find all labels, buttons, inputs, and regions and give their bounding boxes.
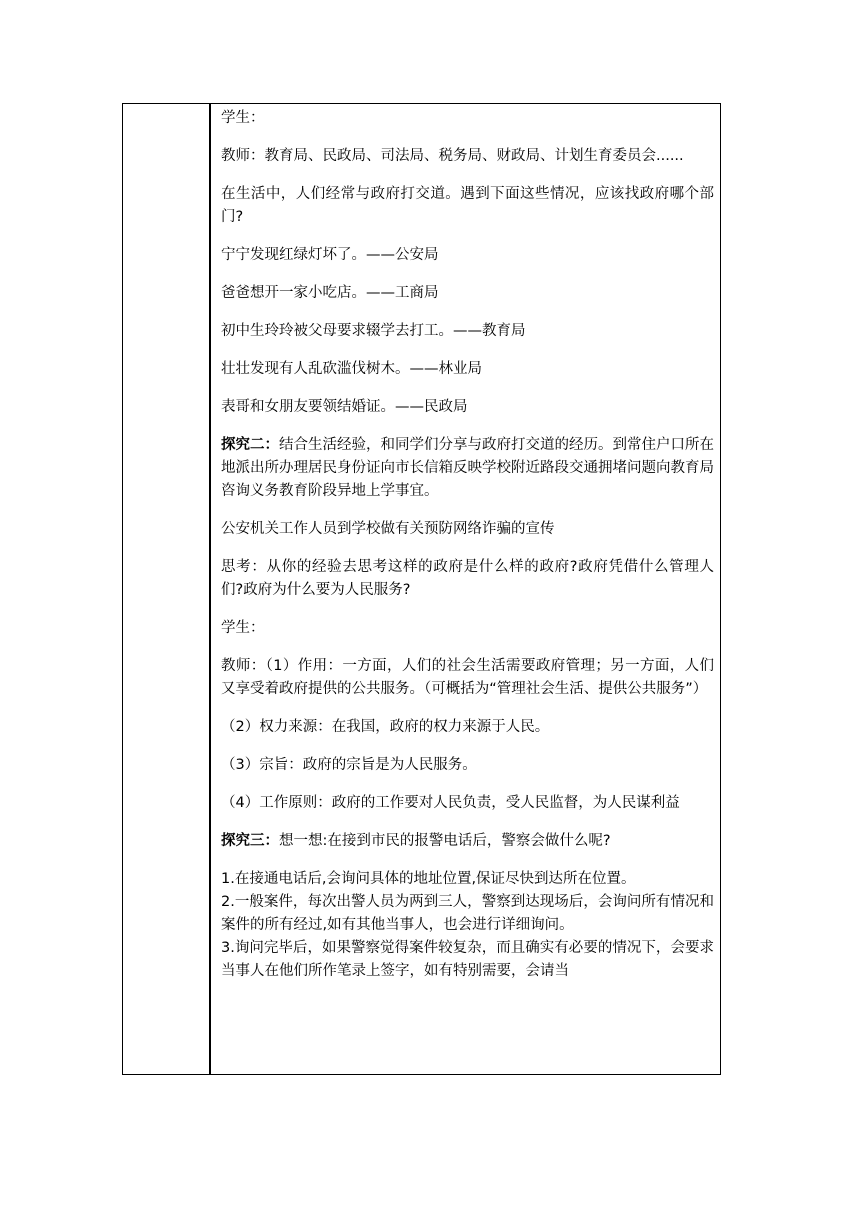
question-which-department: 在生活中，人们经常与政府打交道。遇到下面这些情况，应该找政府哪个部门? xyxy=(221,186,714,225)
teacher-role-answer: 教师：（1）作用：一方面，人们的社会生活需要政府管理；另一方面，人们又享受着政府提供的公共服务。（可概括为“管理社会生活、提供公共服务”） xyxy=(221,658,714,697)
exploration-two-heading: 探究二： xyxy=(221,437,279,453)
table-column-content xyxy=(211,104,720,1074)
power-source: （2）权力来源：在我国，政府的权力来源于人民。 xyxy=(221,719,550,735)
table-column-left xyxy=(123,104,210,1074)
exploration-three-text: 想一想:在接到市民的报警电话后，警察会做什么呢? xyxy=(279,833,611,849)
exploration-three xyxy=(221,830,714,853)
exploration-two-text: 结合生活经验，和同学们分享与政府打交道的经历。到常住户口所在地派出所办理居民身份证向市长信箱反映学校附近路段交通拥堵问题向教育局咨询义务教育阶段异地上学事宜。 xyxy=(221,437,714,499)
case-snack-shop: 爸爸想开一家小吃店。——工商局 xyxy=(221,285,439,301)
student-response-2: 学生： xyxy=(221,620,265,636)
case-dropout: 初中生玲玲被父母要求辍学去打工。——教育局 xyxy=(221,323,526,339)
exploration-two xyxy=(221,434,714,503)
police-step-3: 3.询问完毕后，如果警察觉得案件较复杂，而且确实有必要的情况下，会要求当事人在他们所作笔录上签字，如有特别需要，会请当 xyxy=(221,940,714,979)
lesson-table xyxy=(122,103,721,1075)
think-question: 思考：从你的经验去思考这样的政府是什么样的政府?政府凭借什么管理人们?政府为什么要为人民服务? xyxy=(221,559,714,598)
case-marriage-certificate: 表哥和女朋友要领结婚证。——民政局 xyxy=(221,399,468,415)
working-principle: （4）工作原则：政府的工作要对人民负责，受人民监督，为人民谋利益 xyxy=(221,795,680,811)
police-step-1: 1.在接通电话后,会询问具体的地址位置,保证尽快到达所在位置。 xyxy=(221,871,636,887)
police-step-2: 2.一般案件，每次出警人员为两到三人，警察到达现场后，会询问所有情况和案件的所有经过,如有其他当事人，也会进行详细询问。 xyxy=(221,894,714,933)
teacher-answer-departments: 教师：教育局、民政局、司法局、税务局、财政局、计划生育委员会...... xyxy=(221,148,684,164)
exploration-three-heading: 探究三： xyxy=(221,833,279,849)
student-response-1: 学生： xyxy=(221,110,265,126)
police-publicity: 公安机关工作人员到学校做有关预防网络诈骗的宣传 xyxy=(221,521,555,537)
government-purpose: （3）宗旨：政府的宗旨是为人民服务。 xyxy=(221,757,477,773)
case-traffic-light: 宁宁发现红绿灯坏了。——公安局 xyxy=(221,247,439,263)
case-deforestation: 壮壮发现有人乱砍滥伐树木。——林业局 xyxy=(221,361,482,377)
